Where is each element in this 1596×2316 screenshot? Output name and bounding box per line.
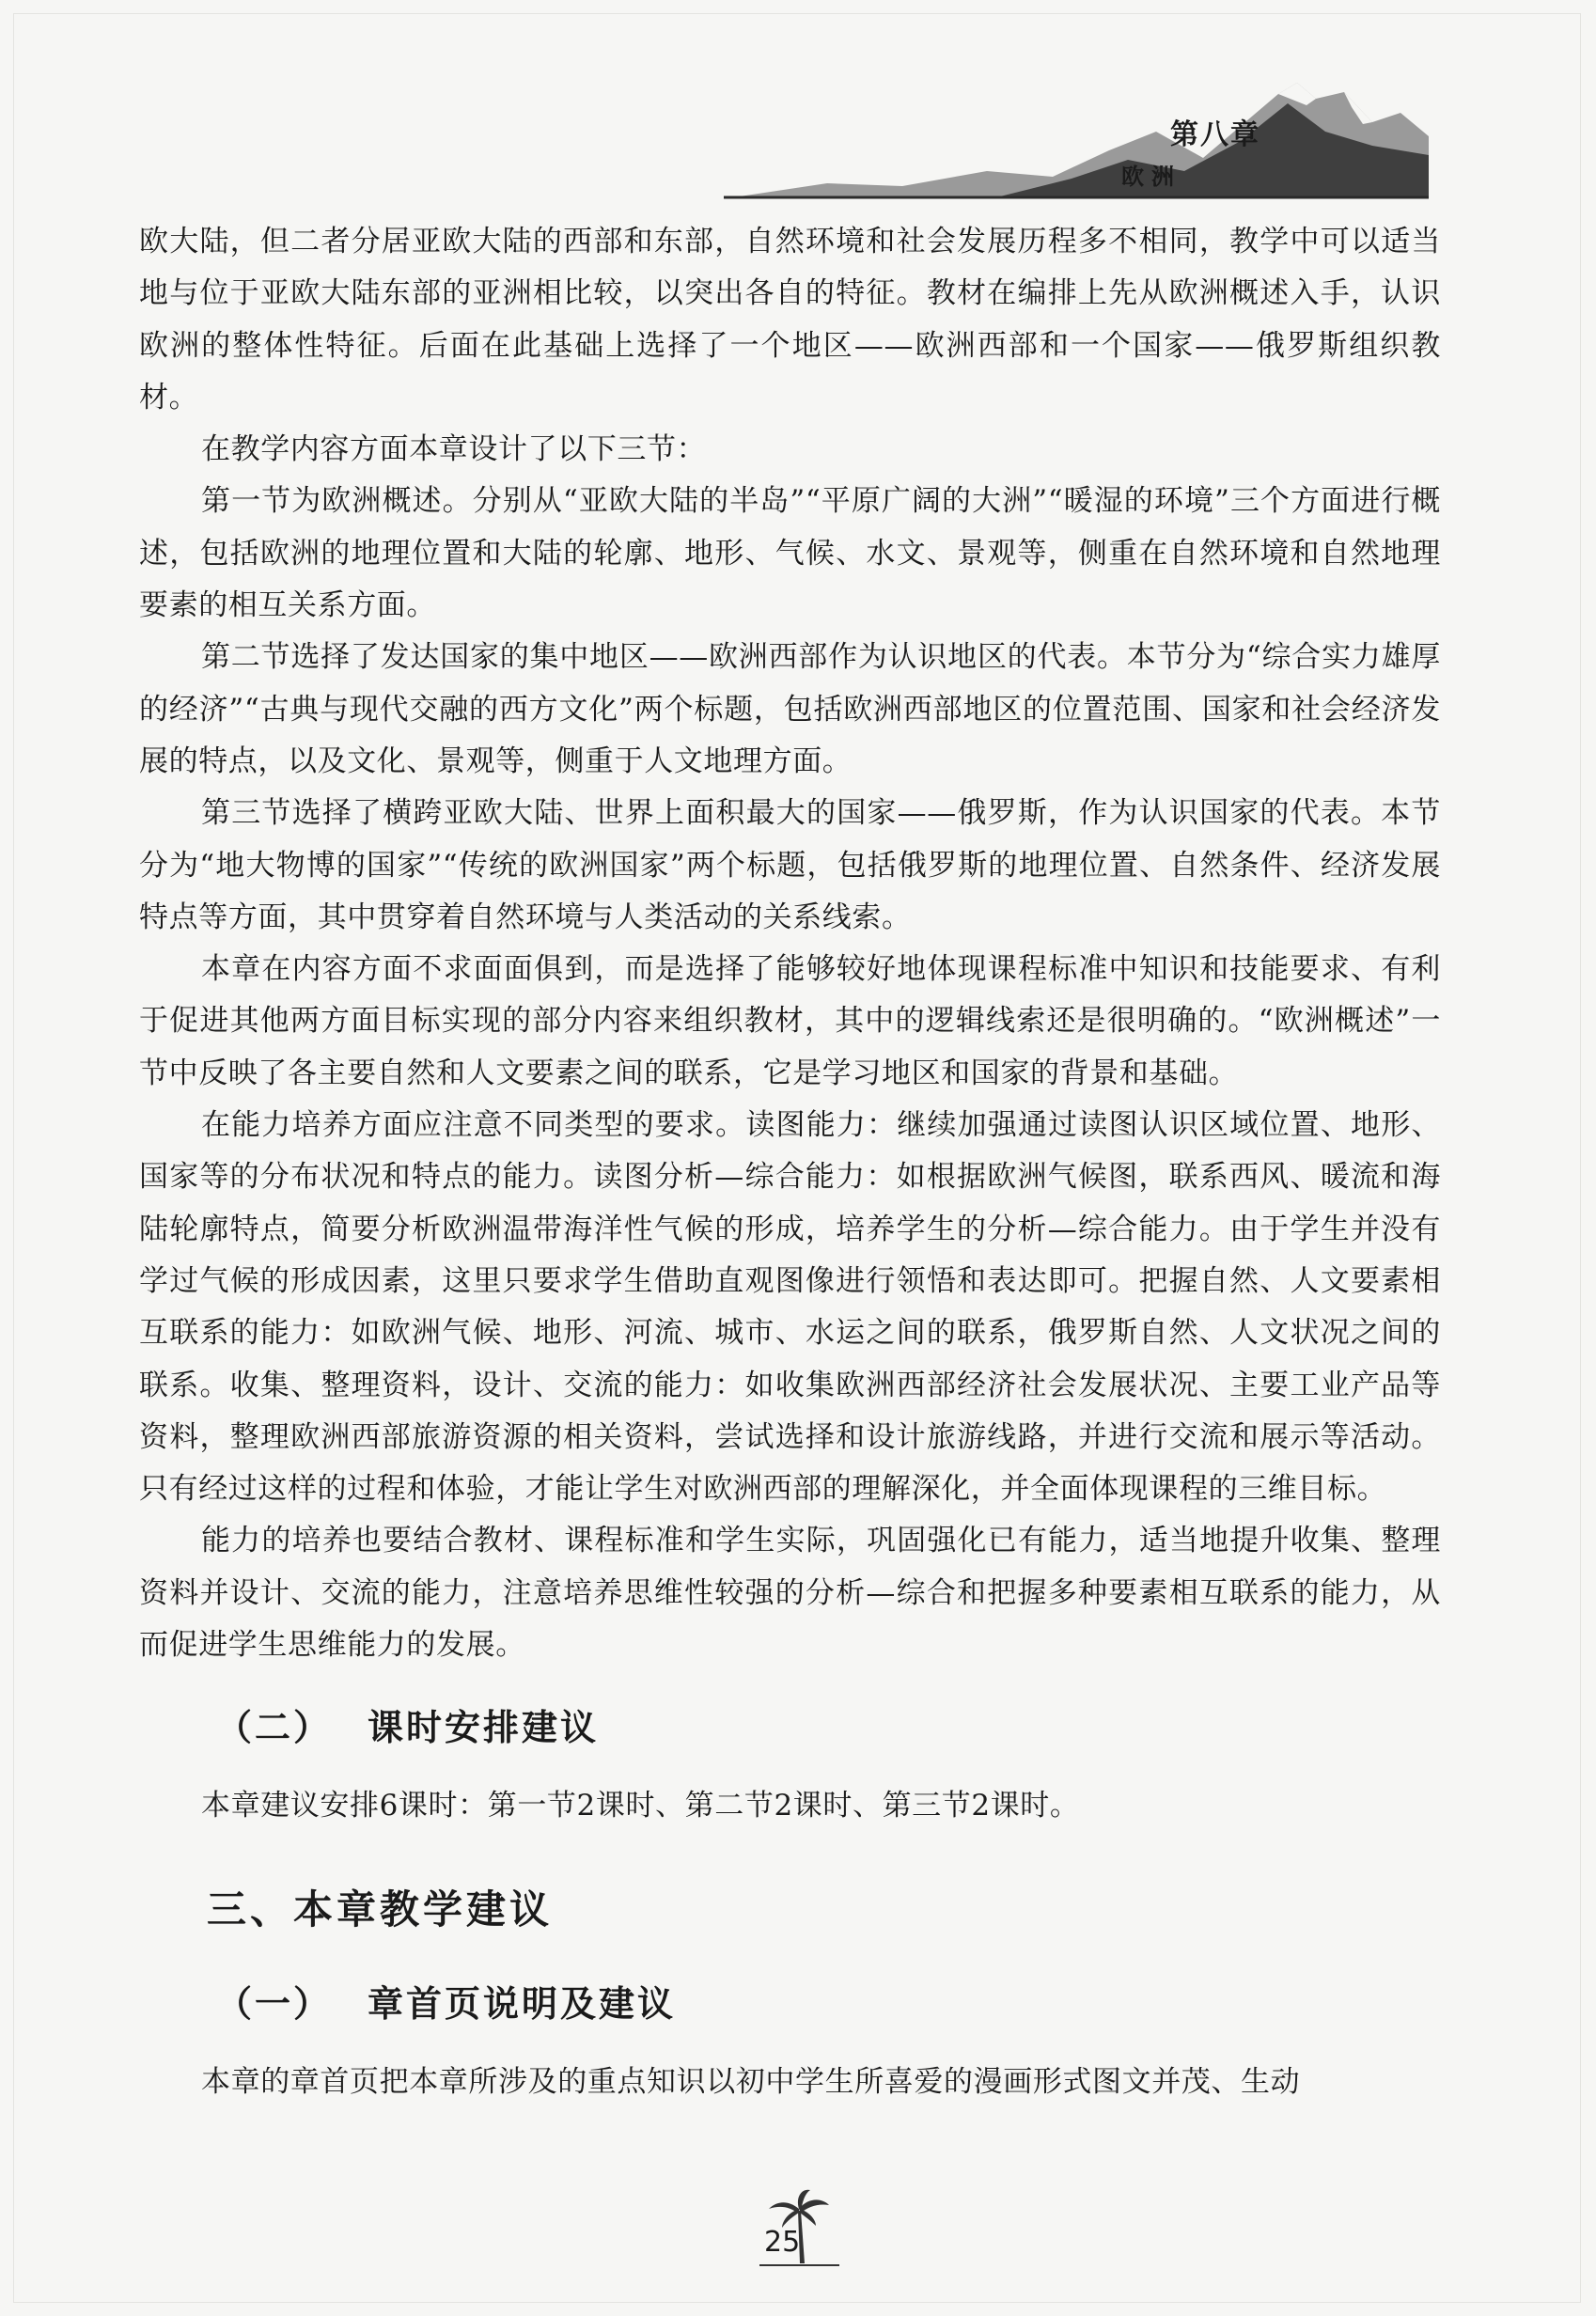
- mountain-range-icon: [714, 66, 1429, 207]
- chapter-subtitle: 欧洲: [1121, 164, 1181, 190]
- paragraph: 本章建议安排6课时：第一节2课时、第二节2课时、第三节2课时。: [201, 1789, 1080, 1823]
- paragraph: 第二节选择了发达国家的集中地区——欧洲西部作为认识地区的代表。本节分为“综合实力雄厚的经济”“古典与现代交融的西方文化”两个标题，包括欧洲西部地区的位置范围、国家和社会经济发展的特点，以及文化、景观等，侧重于人文地理方面。: [139, 640, 1441, 778]
- subsection-heading: [139, 1976, 1441, 2032]
- paragraph: 第三节选择了横跨亚欧大陆、世界上面积最大的国家——俄罗斯，作为认识国家的代表。本节分为“地大物博的国家”“传统的欧洲国家”两个标题，包括俄罗斯的地理位置、自然条件、经济发展特点等方面，其中贯穿着自然环境与人类活动的关系线索。: [139, 796, 1441, 934]
- paragraph: 欧大陆，但二者分居亚欧大陆的西部和东部，自然环境和社会发展历程多不相同，教学中可以适当地与位于亚欧大陆东部的亚洲相比较，以突出各自的特征。教材在编排上先从欧洲概述入手，认识欧洲的整体性特征。后面在此基础上选择了一个地区——欧洲西部和一个国家——俄罗斯组织教材。: [139, 225, 1441, 415]
- paragraph: 第一节为欧洲概述。分别从“亚欧大陆的半岛”“平原广阔的大洲”“暖湿的环境”三个方面进行概述，包括欧洲的地理位置和大陆的轮廓、地形、气候、水文、景观等，侧重在自然环境和自然地理要素的相互关系方面。: [139, 484, 1441, 623]
- chapter-header: [714, 66, 1429, 207]
- paragraph: 能力的培养也要结合教材、课程标准和学生实际，巩固强化已有能力，适当地提升收集、整理资料并设计、交流的能力，注意培养思维性较强的分析—综合和把握多种要素相互联系的能力，从而促进学生思维能力的发展。: [139, 1524, 1441, 1663]
- paragraph: 在教学内容方面本章设计了以下三节：: [201, 432, 707, 467]
- subsection-title: 课时安排建议: [368, 1706, 600, 1749]
- subsection-number: （一）: [216, 1981, 333, 2025]
- page-footer: [750, 2181, 844, 2275]
- subsection-heading: [139, 1699, 1441, 1756]
- chapter-title: 第八章: [1170, 118, 1260, 151]
- paragraph: 本章在内容方面不求面面俱到，而是选择了能够较好地体现课程标准中知识和技能要求、有利于促进其他两方面目标实现的部分内容来组织教材，其中的逻辑线索还是很明确的。“欧洲概述”一节中反映了各主要自然和人文要素之间的联系，它是学习地区和国家的背景和基础。: [139, 952, 1441, 1090]
- paragraph: 本章的章首页把本章所涉及的重点知识以初中学生所喜爱的漫画形式图文并茂、生动: [201, 2064, 1301, 2099]
- subsection-number: （二）: [216, 1706, 333, 1749]
- paragraph: 在能力培养方面应注意不同类型的要求。读图能力：继续加强通过读图认识区域位置、地形、国家等的分布状况和特点的能力。读图分析—综合能力：如根据欧洲气候图，联系西风、暖流和海陆轮廓特点，简要分析欧洲温带海洋性气候的形成，培养学生的分析—综合能力。由于学生并没有学过气候的形成因素，这里只要求学生借助直观图像进行领悟和表达即可。把握自然、人文要素相互联系的能力：如欧洲气候、地形、河流、城市、水运之间的联系，俄罗斯自然、人文状况之间的联系。收集、整理资料，设计、交流的能力：如收集欧洲西部经济社会发展状况、主要工业产品等资料，整理欧洲西部旅游资源的相关资料，尝试选择和设计旅游线路，并进行交流和展示等活动。只有经过这样的过程和体验，才能让学生对欧洲西部的理解深化，并全面体现课程的三维目标。: [139, 1108, 1441, 1507]
- section-heading: 三、本章教学建议: [207, 1886, 554, 1933]
- page-number: 25: [764, 2226, 801, 2259]
- page-content: [139, 216, 1441, 2108]
- subsection-title: 章首页说明及建议: [368, 1981, 677, 2025]
